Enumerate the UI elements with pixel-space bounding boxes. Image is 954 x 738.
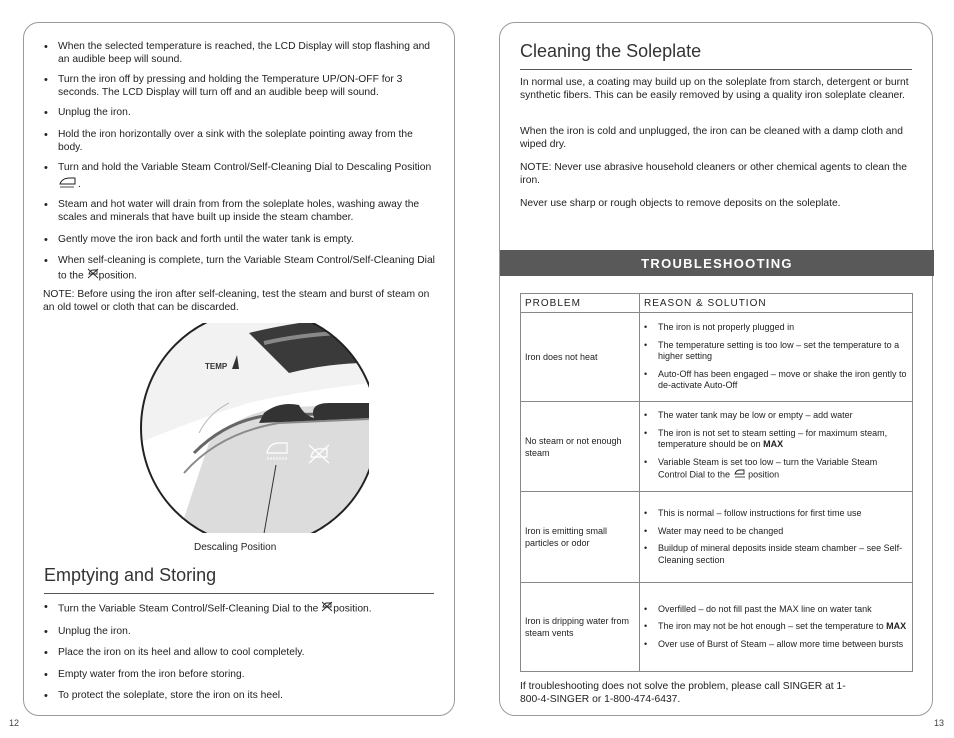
list-item: • Buildup of mineral deposits inside steam chamber – see Self-Cleaning section — [644, 543, 908, 566]
support-contact-text: If troubleshooting does not solve the problem, please call SINGER at 1-800-4-SINGER or 1-800-474-6437. — [520, 681, 846, 705]
list-item: • Turn and hold the Variable Steam Control/Self-Cleaning Dial to Descaling Position . — [43, 162, 438, 193]
descaling-diagram — [139, 323, 369, 533]
list-item: • Overfilled – do not fill past the MAX line on water tank — [644, 604, 908, 616]
cleaning-note — [520, 162, 910, 187]
table-row — [521, 313, 913, 402]
list-item: • Turn the Variable Steam Control/Self-Cleaning Dial to the position. — [43, 601, 438, 617]
list-item: • To protect the soleplate, store the iron on its heel. — [43, 690, 438, 703]
steam-icon — [733, 468, 746, 483]
page-number-right: 13 — [934, 718, 945, 728]
problem-cell: Iron does not heat — [521, 313, 640, 402]
table-row — [521, 583, 913, 672]
cleaning-paragraph-2: When the iron is cold and unplugged, the iron can be cleaned with a damp cloth and wiped dry. — [520, 126, 903, 150]
list-item: • Over use of Burst of Steam – allow more time between bursts — [644, 639, 908, 651]
list-item: • Turn the iron off by pressing and holding the Temperature UP/ON-OFF for 3 seconds. The LCD Display will turn off and an audible beep will sound. — [43, 74, 438, 99]
list-item: • Unplug the iron. — [43, 107, 438, 120]
cleaning-soleplate-title: Cleaning the Soleplate — [520, 41, 702, 61]
list-item: • The iron is not properly plugged in — [644, 322, 908, 334]
troubleshooting-table — [520, 293, 913, 672]
list-item: • When self-cleaning is complete, turn the Variable Steam Control/Self-Cleaning Dial to the position. — [43, 255, 438, 283]
page-number-left: 12 — [9, 718, 20, 728]
right-page — [499, 22, 933, 716]
cleaning-paragraph-1: In normal use, a coating may build up on the soleplate from starch, detergent or burnt synthetic fibers. This can be easily removed by using a quality iron soleplate cleaner. — [520, 77, 909, 101]
list-item: • This is normal – follow instructions for first time use — [644, 508, 908, 520]
self-cleaning-note — [43, 289, 433, 314]
problem-cell: Iron is emitting small particles or odor — [521, 492, 640, 583]
list-item: • Gently move the iron back and forth until the water tank is empty. — [43, 234, 438, 247]
section-divider — [44, 593, 434, 594]
iron-dial-illustration — [139, 323, 369, 533]
table-row — [521, 492, 913, 583]
list-item: • Unplug the iron. — [43, 626, 438, 639]
list-item: • The temperature setting is too low – set the temperature to a higher setting — [644, 340, 908, 363]
diagram-caption: Descaling Position — [194, 542, 277, 553]
list-item: • Variable Steam is set too low – turn the Variable Steam Control Dial to the position — [644, 457, 908, 483]
emptying-storing-title: Emptying and Storing — [44, 565, 217, 585]
list-item: • Hold the iron horizontally over a sink with the soleplate pointing away from the body. — [43, 129, 438, 154]
solution-cell — [640, 583, 913, 672]
left-page — [23, 22, 455, 716]
list-item: • Water may need to be changed — [644, 526, 908, 538]
list-item: • Place the iron on its heel and allow to cool completely. — [43, 647, 438, 660]
no-steam-icon — [87, 268, 99, 284]
troubleshooting-header: TROUBLESHOOTING — [500, 250, 934, 276]
solution-cell — [640, 313, 913, 402]
self-cleaning-steps — [43, 41, 438, 283]
list-item: • When the selected temperature is reached, the LCD Display will stop flashing and an audible beep will sound. — [43, 41, 438, 66]
descaling-icon — [58, 175, 78, 194]
column-header-problem: PROBLEM — [521, 294, 640, 313]
problem-cell: No steam or not enough steam — [521, 402, 640, 492]
list-item: • Auto-Off has been engaged – move or shake the iron gently to de-activate Auto-Off — [644, 369, 908, 392]
solution-cell — [640, 492, 913, 583]
cleaning-paragraph-3: Never use sharp or rough objects to remove deposits on the soleplate. — [520, 198, 841, 209]
list-item: • The water tank may be low or empty – add water — [644, 410, 908, 422]
column-header-solution: REASON & SOLUTION — [640, 294, 913, 313]
note-label: NOTE — [520, 162, 549, 173]
table-row — [521, 402, 913, 492]
section-divider — [520, 69, 912, 70]
note-text: : Before using the iron after self-cleaning, test the steam and burst of steam on an old towel or cloth that can be discarded. — [43, 289, 430, 313]
emptying-steps — [43, 601, 438, 703]
list-item: • The iron is not set to steam setting – for maximum steam, temperature should be on MAX — [644, 428, 908, 451]
note-text: : Never use abrasive household cleaners or other chemical agents to clean the iron. — [520, 162, 907, 186]
note-label: NOTE — [43, 289, 72, 300]
list-item: • The iron may not be hot enough – set the temperature to MAX — [644, 621, 908, 633]
solution-cell — [640, 402, 913, 492]
list-item: • Steam and hot water will drain from from the soleplate holes, washing away the scales and minerals that have built up inside the steam chamber. — [43, 199, 438, 224]
problem-cell: Iron is dripping water from steam vents — [521, 583, 640, 672]
list-item: • Empty water from the iron before storing. — [43, 669, 438, 682]
no-steam-icon — [321, 601, 333, 617]
temp-label: TEMP — [205, 362, 228, 371]
